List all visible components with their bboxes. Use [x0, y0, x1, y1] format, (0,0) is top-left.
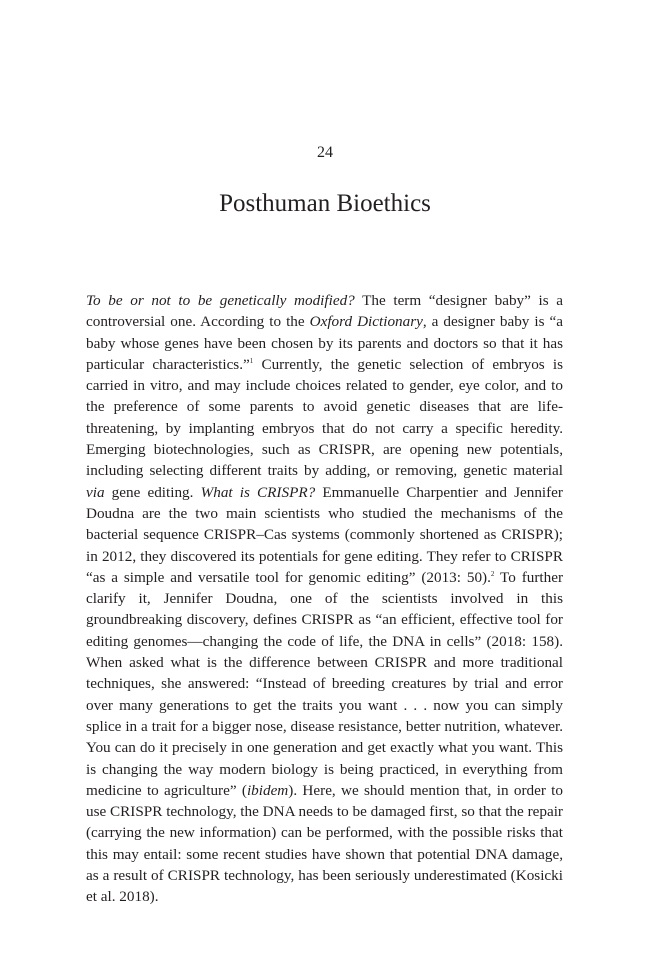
paragraph-text: , a designer baby is “a baby whose genes have been chosen by its parents and doctors so that it has particular characteristics.” — [86, 313, 563, 373]
paragraph-text: The term “designer baby” is a controversial one. According to the — [86, 292, 563, 331]
italic-term-ibidem: ibidem — [246, 781, 289, 799]
footnote-marker: 2 — [490, 569, 495, 578]
chapter-number: 24 — [317, 144, 333, 161]
paragraph-text: Currently, the genetic selection of embryos is carried in vitro, and may include choices related to gender, eye color, and to the preference of some parents to avoid genetic diseases that are life-threatening, by implanting embryos that do not carry a specific heredity. Emerging biotechnologies, such as CRISPR, are opening new potentials, including selecting different traits by adding, or removing, genetic material — [86, 355, 564, 480]
paragraph-text: gene editing. — [104, 483, 201, 501]
footnote-marker: 1 — [249, 356, 254, 365]
italic-term-via: via — [86, 483, 105, 501]
body-paragraph — [86, 290, 563, 908]
opening-question: To be or not to be genetically modified? — [86, 292, 355, 309]
italic-question-crispr: What is CRISPR? — [200, 483, 316, 501]
chapter-title: Posthuman Bioethics — [219, 190, 431, 217]
paragraph-text: ). Here, we should mention that, in order to use CRISPR technology, the DNA needs to be damaged first, so that the repair (carrying the new information) can be performed, with the possible risks that this may entail: some recent studies have shown that potential DNA damage, as a result of CRISPR technology, has been seriously underestimated (Kosicki et al. 2018). — [86, 781, 563, 906]
paragraph-text: To further clarify it, Jennifer Doudna, one of the scientists involved in this groundbreaking discovery, defines CRISPR as “an efficient, effective tool for editing genomes—changing the code of life, the DNA in cells” (2018: 158). When asked what is the difference between CRISPR and more traditional techniques, she answered: “Instead of breeding creatures by trial and error over many generations to get the traits you want . . . now you can simply splice in a trait for a bigger nose, disease resistance, better nutrition, whatever. You can do it precisely in one generation and get exactly what you want. This is changing the way modern biology is being practiced, in everything from medicine to agriculture” ( — [86, 568, 564, 799]
paragraph-text: Emmanuelle Charpentier and Jennifer Doudna are the two main scientists who studied the mechanisms of the bacterial sequence CRISPR–Cas systems (commonly shortened as CRISPR); in 2012, they discovered its potentials for gene editing. They refer to CRISPR “as a simple and versatile tool for genomic editing” (2013: 50). — [86, 483, 563, 586]
italic-title-oxford-dictionary: Oxford Dictionary — [309, 313, 423, 331]
